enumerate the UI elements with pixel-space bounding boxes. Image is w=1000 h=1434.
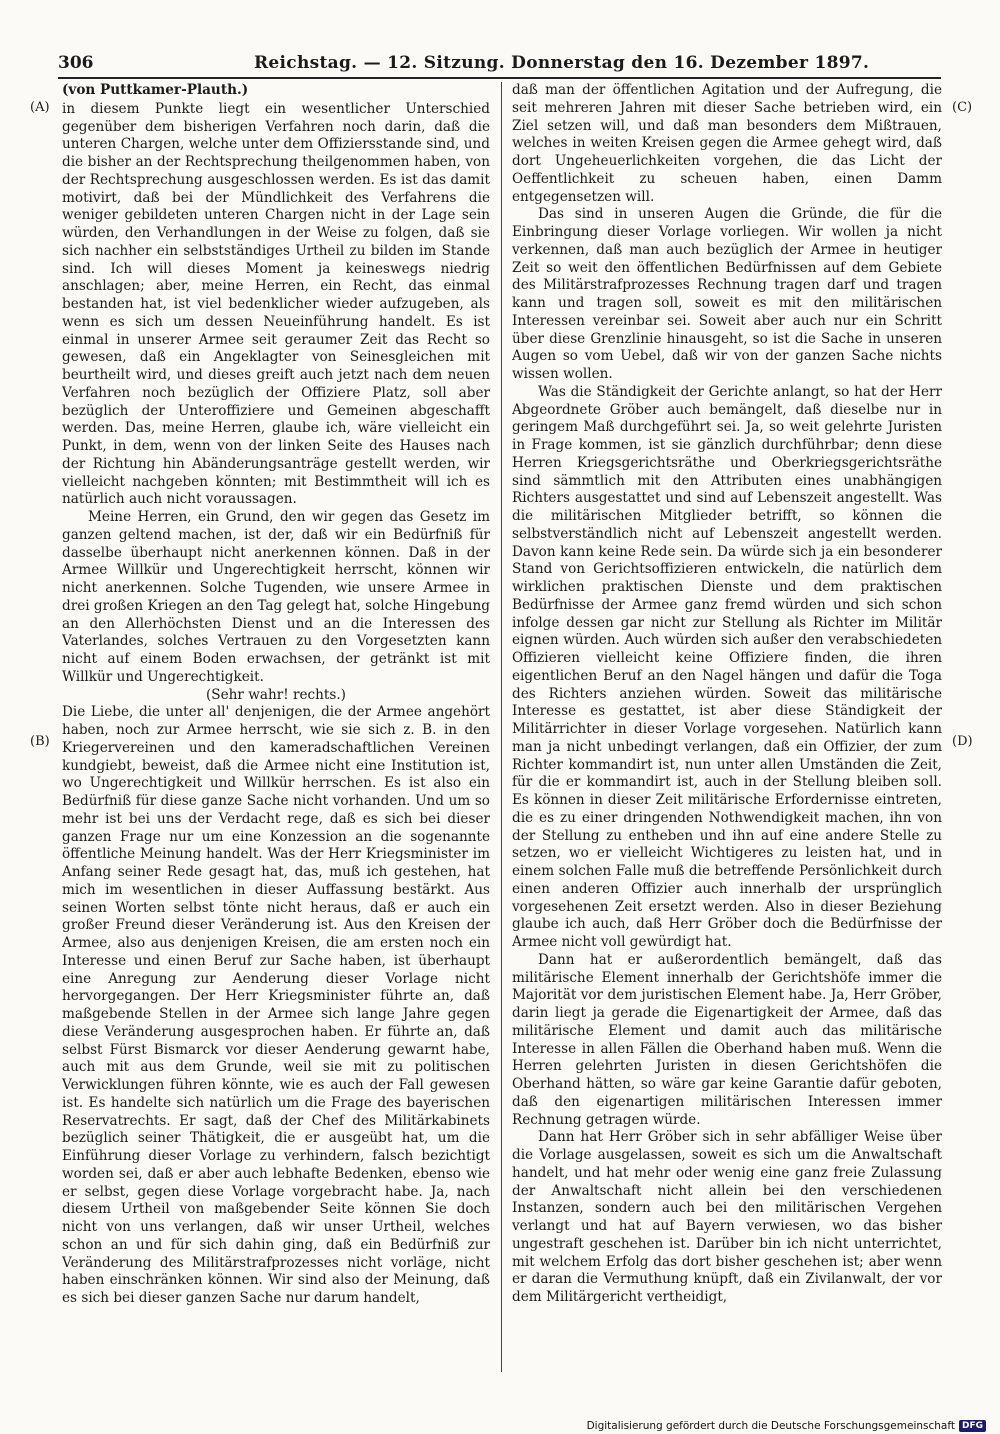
digitization-credit <box>587 1419 986 1433</box>
page-header <box>58 50 940 76</box>
paragraph: daß man der öffentlichen Agitation und der Aufregung, die seit mehreren Jahren mit dieser Sache betrieben wird, ein Ziel setzen will, und daß man besonders dem Mißtrauen, welches in weiten Kreisen gegen die Armee gehegt wird, daß dort Ungeheuerlichkeiten vorgehen, die das Licht der Oeffentlichkeit zu scheuen haben, einen Damm entgegensetzen will. <box>512 82 942 205</box>
credit-text: Digitalisierung gefördert durch die Deutsche Forschungsgemeinschaft <box>586 1420 955 1432</box>
paragraph: Was die Ständigkeit der Gerichte anlangt, so hat der Herr Abgeordnete Gröber auch bemängelt, daß dieselbe nur in geringem Maß durchgeführt sei. Ja, so weit gelehrte Juristen in Frage kommen, ist sie gänzlich durchführbar; denn diese Herren Kriegsgerichtsräthe und Oberkriegsgerichtsräthe sind sämmtlich mit den Attributen eines unabhängigen Richters ausgestattet und sind auf Lebenszeit angestellt. Was die militärischen Mitglieder betrifft, so können die selbstverständlich nicht auf Lebenszeit angestellt werden. Davon kann keine Rede sein. Da würde sich ja ein besonderer Stand von Gerichtsoffizieren entwickeln, die natürlich dem wirklichen praktischen Dienste und dem praktischen Bedürfnisse der Armee ganz fremd würden und sich schon infolge dessen gar nicht zur Stellung als Richter im Militär eignen würden. Auch würden sich außer den verabschiedeten Offizieren vielleicht keine Offiziere finden, die ihren eigentlichen Beruf an den Nagel hängen und dafür die Toga des Richters anziehen würden. Soweit das militärische Interesse es gestattet, ist aber diese Ständigkeit der Militärrichter in dieser Vorlage vorgesehen. Natürlich kann man ja nicht unbedingt verlangen, daß ein Offizier, der zum Richter kommandirt ist, nun unter allen Umständen die Zeit, für die er kommandirt ist, auch in der Stellung bleiben soll. Es können in dieser Zeit militärische Erfordernisse eintreten, die es zu einer dringenden Nothwendigkeit machen, ihn von der Stellung zu entheben und ihn auf eine andere Stelle zu setzen, wo er vielleicht Wichtigeres zu leisten hat, und in einem solchen Falle muß die betreffende Persönlichkeit durch einen anderen Offizier auch innerhalb der ursprünglich vorgesehenen Zeit ersetzt werden. Also in dieser Beziehung glaube ich auch, daß Herr Gröber doch die Bedürfnisse der Armee nicht voll gewürdigt hat. <box>512 383 942 950</box>
paragraph: Dann hat er außerordentlich bemängelt, daß das militärische Element innerhalb der Gerichtshöfe immer die Majorität vor dem juristischen Element habe. Ja, Herr Gröber, darin liegt ja gerade die Eigenartigkeit der Armee, daß das militärische Element und damit auch das militärische Interesse in allen Fällen die Oberhand haben muß. Wenn die Herren gelehrten Juristen in diesen Gerichtshöfen die Oberhand hätten, so wäre gar keine Garantie dafür geboten, daß den eigenartigen militärischen Interessen immer Rechnung getragen würde. <box>512 951 942 1128</box>
margin-marker-b: (B) <box>30 734 50 749</box>
paragraph: Das sind in unseren Augen die Gründe, die für die Einbringung dieser Vorlage vorliegen. Wir wollen ja nicht verkennen, daß man auch bezüglich der Armee in heutiger Zeit so weit den öffentlichen Bedürfnissen auf dem Gebiete des Militärstrafprozesses Rechnung tragen darf und tragen kann und tragen soll, soweit es mit den militärischen Interessen vereinbar sei. Soweit aber auch nur ein Schritt über diese Grenzlinie hinausgeht, so ist die Sache in unseren Augen so vom Uebel, daß wir von der ganzen Sache nichts wissen wollen. <box>512 206 942 382</box>
column-divider <box>501 82 502 1372</box>
header-rule <box>58 77 941 79</box>
page-number: 306 <box>58 53 94 73</box>
left-column <box>62 82 490 1372</box>
paragraph: in diesem Punkte liegt ein wesentlicher Unterschied gegenüber dem bisherigen Verfahren noch darin, daß die unteren Chargen, welche unter dem Offiziersstande sind, und die bisher an der Rechtsprechung theilgenommen haben, von der Rechtsprechung ausgeschlossen werden. Es ist das damit motivirt, daß bei der Mündlichkeit des Verfahrens die weniger gebildeten unteren Chargen nicht in der Lage sein würden, den Verhandlungen in der Weise zu folgen, daß sie sich nachher ein selbstständiges Urtheil zu bilden im Stande sind. Ich will dieses Moment ja keineswegs niedrig anschlagen; aber, meine Herren, ein Recht, das einmal bestanden hat, ist viel bedenklicher wieder aufzugeben, als wenn es sich um dessen Neueinführung handelt. Es ist einmal in unserer Armee seit geraumer Zeit das Recht so gewesen, daß ein Angeklagter von Seinesgleichen mit beurtheilt wird, und dieses greift auch jetzt nach dem neuen Verfahren noch bezüglich der Offiziere Platz, soll aber bezüglich der Unteroffiziere und Gemeinen abgeschafft werden. Das, meine Herren, glaube ich, wäre vielleicht ein Punkt, in dem, wenn von der linken Seite des Hauses nach der Richtung hin Abänderungsanträge gestellt werden, wir vielleicht nachgeben könnten; mit Bestimmtheit will ich es natürlich auch nicht voraussagen. <box>62 100 490 508</box>
margin-marker-a: (A) <box>30 100 50 115</box>
dfg-logo: DFG <box>959 1420 986 1432</box>
paragraph: Die Liebe, die unter all' denjenigen, die der Armee angehört haben, noch zur Armee herrscht, wie sie sich z. B. in den Kriegervereinen und den kameradschaftlichen Vereinen kundgiebt, beweist, daß die Armee nicht eine Institution ist, wo Ungerechtigkeit und Willkür herrschen. Es ist also ein Bedürfniß für diese ganze Sache nicht vorhanden. Und um so mehr ist bei uns der Verdacht rege, daß es sich bei dieser ganzen Frage nur um eine Konzession an die sogenannte öffentliche Meinung handelt. Was der Herr Kriegsminister im Anfang seiner Rede gesagt hat, das, muß ich gestehen, hat mich im wesentlichen in dieser Auffassung bestärkt. Aus seinen Worten selbst tönte nicht heraus, daß er auch ein großer Freund dieser Veränderung ist. Aus den Kreisen der Armee, also aus denjenigen Kreisen, die am ersten noch ein Interesse und einen Beruf zur Sache haben, ist überhaupt eine Anregung zur Aenderung dieser Vorlage nicht hervorgegangen. Der Herr Kriegsminister führte an, daß maßgebende Stellen in der Armee sich lange Jahre gegen diese Veränderung ausgesprochen haben. Er führte an, daß selbst Fürst Bismarck vor dieser Aenderung gewarnt habe, auch mit aus dem Grunde, weil sie mit zu politischen Verwicklungen führen könnte, wie es auch der Fall gewesen ist. Es handelte sich natürlich um die Frage des bayerischen Reservatrechts. Er sagt, daß der Chef des Militärkabinets bezüglich seiner Thätigkeit, die er ausgeübt hat, um die Einführung dieser Vorlage zu verhindern, falsch bezichtigt worden sei, daß er aber auch lebhafte Bedenken, ebenso wie er selbst, gegen diese Vorlage vorgebracht habe. Ja, nach diesem Urtheil von maßgebender Seite können Sie doch nicht von uns verlangen, daß wir unser Urtheil, welches schon an und für sich dahin ging, daß ein Bedürfniß zur Veränderung des Militärstrafprozesses nicht vorläge, nicht haben einschränken können. Wir sind also der Meinung, daß es sich bei dieser ganzen Sache nur darum handelt, <box>62 704 490 1306</box>
margin-marker-c: (C) <box>952 100 973 115</box>
speaker-name: (von Puttkamer-Plauth.) <box>62 82 249 98</box>
right-column <box>512 82 942 1372</box>
margin-marker-d: (D) <box>952 734 973 749</box>
paragraph: Dann hat Herr Gröber sich in sehr abfälliger Weise über die Vorlage ausgelassen, soweit es sich um die Anwaltschaft handelt, und hat mehr oder wenig eine ganz freie Zulassung der Anwaltschaft nicht allein bei den verschiedenen Instanzen, sondern auch bei den militärischen Vergehen verlangt und hat auf Bayern verwiesen, wo das bisher ungestraft geschehen ist. Darüber bin ich nicht unterrichtet, mit welchem Erfolg das dort bisher geschehen ist; aber wenn er daran die Vermuthung knüpft, daß ein Zivilanwalt, der vor dem Militärgericht vertheidigt, <box>512 1129 942 1305</box>
page-title: Reichstag. — 12. Sitzung. Donnerstag den 16. Dezember 1897. <box>254 53 870 73</box>
paragraph: Meine Herren, ein Grund, den wir gegen das Gesetz im ganzen geltend machen, ist der, daß wir ein Bedürfniß für dasselbe überhaupt nicht anerkennen können. Daß in der Armee Willkür und Ungerechtigkeit herrscht, können wir nicht anerkennen. Solche Tugenden, wie unsere Armee in drei großen Kriegen an den Tag gelegt hat, solche Hingebung an den Allerhöchsten Dienst und an die Interessen des Vaterlandes, solches Vertrauen zu den Vorgesetzten kann nicht auf einem Boden erwachsen, der getränkt ist mit Willkür und Ungerechtigkeit. <box>62 509 490 685</box>
interjection: (Sehr wahr! rechts.) <box>206 686 346 703</box>
